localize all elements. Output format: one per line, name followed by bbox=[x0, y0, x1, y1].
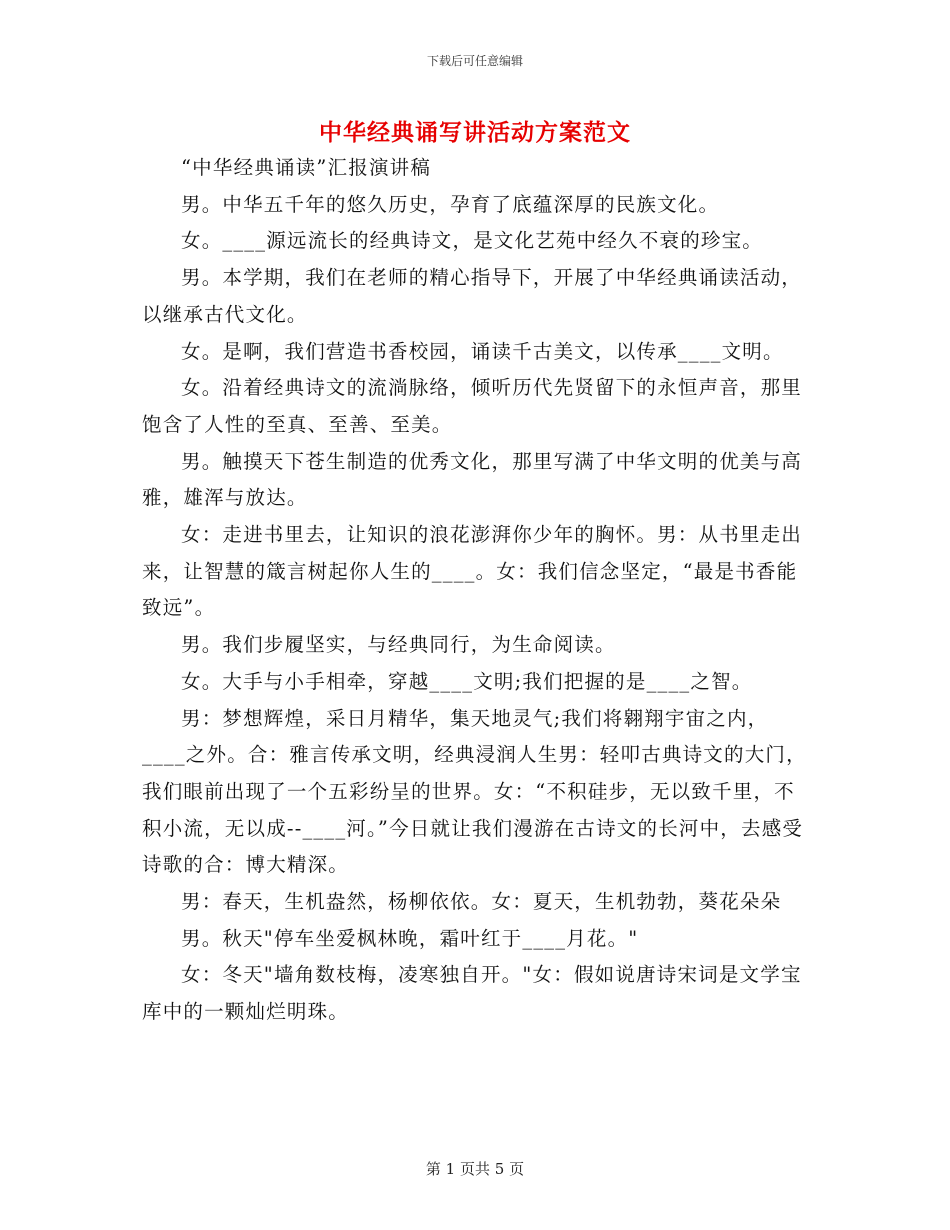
page-header: 下载后可任意编辑 bbox=[426, 54, 523, 68]
paragraph: “中华经典诵读”汇报演讲稿 bbox=[181, 156, 432, 179]
paragraph: 女。是啊，我们营造书香校园，诵读千古美文，以传承____文明。 bbox=[181, 339, 784, 363]
paragraph: 女：走进书里去，让知识的浪花澎湃你少年的胸怀。男：从书里走出来，让智慧的箴言树起你人生的____。女：我们信念坚定，“最是书香能致远”。 bbox=[142, 523, 803, 620]
paragraph: 男。中华五千年的悠久历史，孕育了底蕴深厚的民族文化。 bbox=[181, 192, 720, 216]
paragraph: 男。秋天"停车坐爱枫林晚，霜叶红于____月花。" bbox=[181, 926, 639, 950]
paragraph: 女。____源远流长的经典诗文，是文化艺苑中经久不衰的珍宝。 bbox=[181, 229, 764, 253]
paragraph: 女。沿着经典诗文的流淌脉络，倾听历代先贤留下的永恒声音，那里饱含了人性的至真、至善、至美。 bbox=[142, 376, 803, 436]
paragraph: 男。我们步履坚实，与经典同行，为生命阅读。 bbox=[181, 633, 616, 657]
document-body bbox=[142, 150, 812, 1031]
document-title: 中华经典诵写讲活动方案范文 bbox=[319, 119, 631, 146]
paragraph: 男。触摸天下苍生制造的优秀文化，那里写满了中华文明的优美与高雅，雄浑与放达。 bbox=[142, 449, 803, 510]
page-footer: 第 1 页共 5 页 bbox=[425, 1160, 525, 1178]
paragraph: 女。大手与小手相牵，穿越____文明;我们把握的是____之智。 bbox=[181, 669, 753, 693]
paragraph: 男：春天，生机盎然，杨柳依依。女：夏天，生机勃勃，葵花朵朵 bbox=[181, 890, 782, 914]
paragraph: 女：冬天"墙角数枝梅，凌寒独自开。"女：假如说唐诗宋词是文学宝库中的一颗灿烂明珠。 bbox=[142, 963, 802, 1024]
paragraph: 男。本学期，我们在老师的精心指导下，开展了中华经典诵读活动，以继承古代文化。 bbox=[142, 266, 803, 326]
paragraph: 男：梦想辉煌，采日月精华，集天地灵气;我们将翱翔宇宙之内，____之外。合：雅言传承文明，经典浸润人生男：轻叩古典诗文的大门，我们眼前出现了一个五彩纷呈的世界。女：“不积硅步，无以致千里，不积小流，无以成--____河。”今日就让我们漫游在古诗文的长河中，去感受诗歌的合：博大精深。 bbox=[142, 706, 807, 877]
